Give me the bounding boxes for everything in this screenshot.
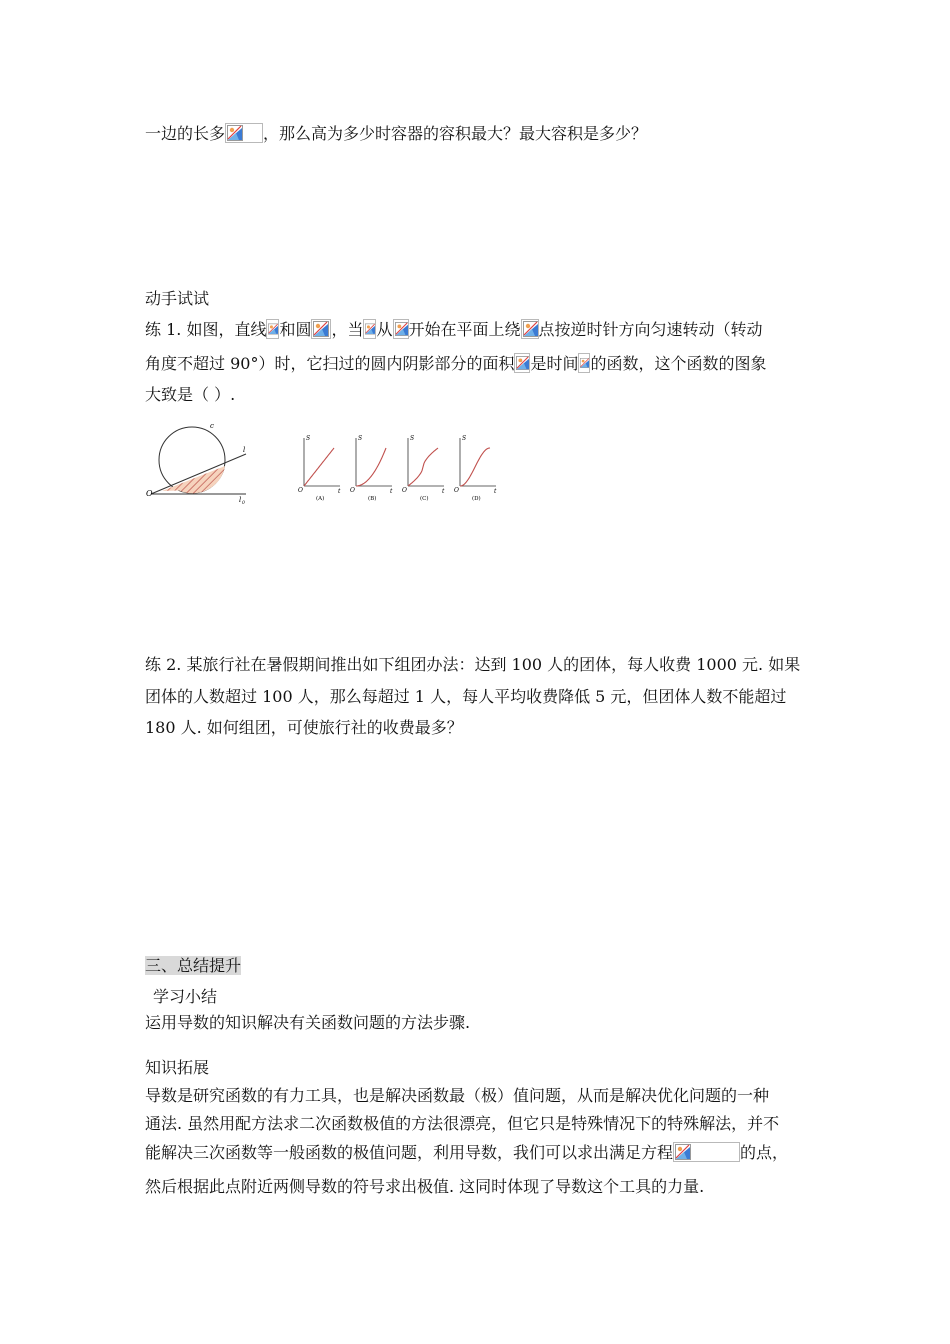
graph-curve bbox=[356, 448, 386, 486]
text-segment: 练 1. 如图，直线 bbox=[145, 320, 267, 339]
summary-heading: 学习小结 bbox=[153, 987, 218, 1006]
extension-line-4: 然后根据此点附近两侧导数的符号求出极值. 这同时体现了导数这个工具的力量. bbox=[145, 1177, 705, 1196]
graph-x-label: t bbox=[494, 488, 497, 495]
broken-image-icon bbox=[268, 321, 279, 337]
graph-curve bbox=[460, 448, 490, 486]
problem-continuation bbox=[145, 123, 647, 145]
graph-origin-label: O bbox=[454, 487, 459, 494]
graph-y-label: S bbox=[410, 435, 415, 442]
graph-x-label: t bbox=[442, 488, 445, 495]
text-segment: ，那么高为多少时容器的容积最大？最大容积是多少？ bbox=[263, 124, 648, 143]
broken-image-icon bbox=[516, 355, 530, 371]
broken-image-icon bbox=[395, 321, 409, 337]
graph-curve bbox=[304, 448, 334, 486]
formula-image bbox=[673, 1142, 740, 1162]
line-label: l bbox=[243, 446, 246, 454]
broken-image-icon bbox=[365, 321, 376, 337]
text-segment: ，当 bbox=[331, 320, 364, 339]
line0-label: l bbox=[239, 496, 242, 504]
try-heading: 动手试试 bbox=[145, 289, 210, 308]
graph-origin-label: O bbox=[402, 487, 407, 494]
formula-image bbox=[225, 123, 263, 143]
graph-origin-label: O bbox=[350, 487, 355, 494]
text-segment: 一边的长多 bbox=[145, 124, 226, 143]
formula-image bbox=[393, 319, 409, 339]
broken-image-icon bbox=[313, 321, 329, 337]
graph-y-label: S bbox=[462, 435, 467, 442]
text-segment: 能解决三次函数等一般函数的极值问题，利用导数，我们可以求出满足方程 bbox=[145, 1143, 674, 1162]
graph-option-label: (B) bbox=[368, 496, 377, 502]
formula-image bbox=[578, 353, 590, 373]
section-heading bbox=[145, 955, 241, 977]
graph-y-label: S bbox=[306, 435, 311, 442]
exercise-1-line-2 bbox=[145, 353, 766, 375]
circle-label: c bbox=[210, 422, 214, 430]
summary-text: 运用导数的知识解决有关函数问题的方法步骤. bbox=[145, 1013, 471, 1032]
graph-option-label: (C) bbox=[420, 496, 429, 502]
graph-option-label: (A) bbox=[316, 496, 325, 502]
exercise-2-line-1: 练 2. 某旅行社在暑假期间推出如下组团办法：达到 100 人的团体，每人收费 1000 元. 如果 bbox=[145, 655, 801, 674]
graph-x-label: t bbox=[338, 488, 341, 495]
graph-options-figure bbox=[296, 432, 506, 508]
extension-line-1: 导数是研究函数的有力工具，也是解决函数最（极）值问题，从而是解决优化问题的一种 bbox=[145, 1086, 770, 1105]
broken-image-icon bbox=[227, 125, 243, 141]
exercise-1-line-1 bbox=[145, 319, 763, 341]
exercise-2-line-3: 180 人. 如何组团，可使旅行社的收费最多？ bbox=[145, 718, 463, 737]
broken-image-icon bbox=[523, 321, 539, 337]
graph-group bbox=[298, 435, 497, 502]
circle-line-figure bbox=[146, 420, 256, 508]
text-segment: 的函数，这个函数的图象 bbox=[590, 354, 767, 373]
broken-image-icon bbox=[580, 355, 590, 371]
graph-x-label: t bbox=[390, 488, 393, 495]
formula-image bbox=[521, 319, 539, 339]
graph-origin-label: O bbox=[298, 487, 303, 494]
graph-option-label: (D) bbox=[472, 496, 481, 502]
text-segment: 角度不超过 90°）时，它扫过的圆内阴影部分的面积 bbox=[145, 354, 515, 373]
text-segment: 点按逆时针方向匀速转动（转动 bbox=[538, 320, 763, 339]
extension-line-2: 通法. 虽然用配方法求二次函数极值的方法很漂亮，但它只是特殊情况下的特殊解法，并不 bbox=[145, 1114, 780, 1133]
section-title: 三、总结提升 bbox=[145, 956, 242, 975]
text-segment: 的点， bbox=[740, 1143, 789, 1162]
shaded-area bbox=[162, 466, 225, 493]
exercise-2-line-2: 团体的人数超过 100 人，那么每超过 1 人，每人平均收费降低 5 元，但团体人数不能超过 bbox=[145, 687, 787, 706]
origin-label: O bbox=[146, 489, 153, 498]
extension-line-3 bbox=[145, 1142, 788, 1164]
graph-y-label: S bbox=[358, 435, 363, 442]
line0-subscript: 0 bbox=[242, 501, 245, 506]
text-segment: 从 bbox=[376, 320, 393, 339]
text-segment: 和圆 bbox=[279, 320, 312, 339]
extension-heading: 知识拓展 bbox=[145, 1058, 210, 1077]
formula-image bbox=[266, 319, 279, 339]
formula-image bbox=[311, 319, 331, 339]
exercise-1-line-3: 大致是（ ）. bbox=[145, 385, 236, 404]
text-segment: 开始在平面上绕 bbox=[408, 320, 521, 339]
text-segment: 是时间 bbox=[530, 354, 579, 373]
formula-image bbox=[514, 353, 530, 373]
formula-image bbox=[363, 319, 376, 339]
broken-image-icon bbox=[675, 1144, 691, 1160]
graph-curve bbox=[408, 448, 438, 486]
